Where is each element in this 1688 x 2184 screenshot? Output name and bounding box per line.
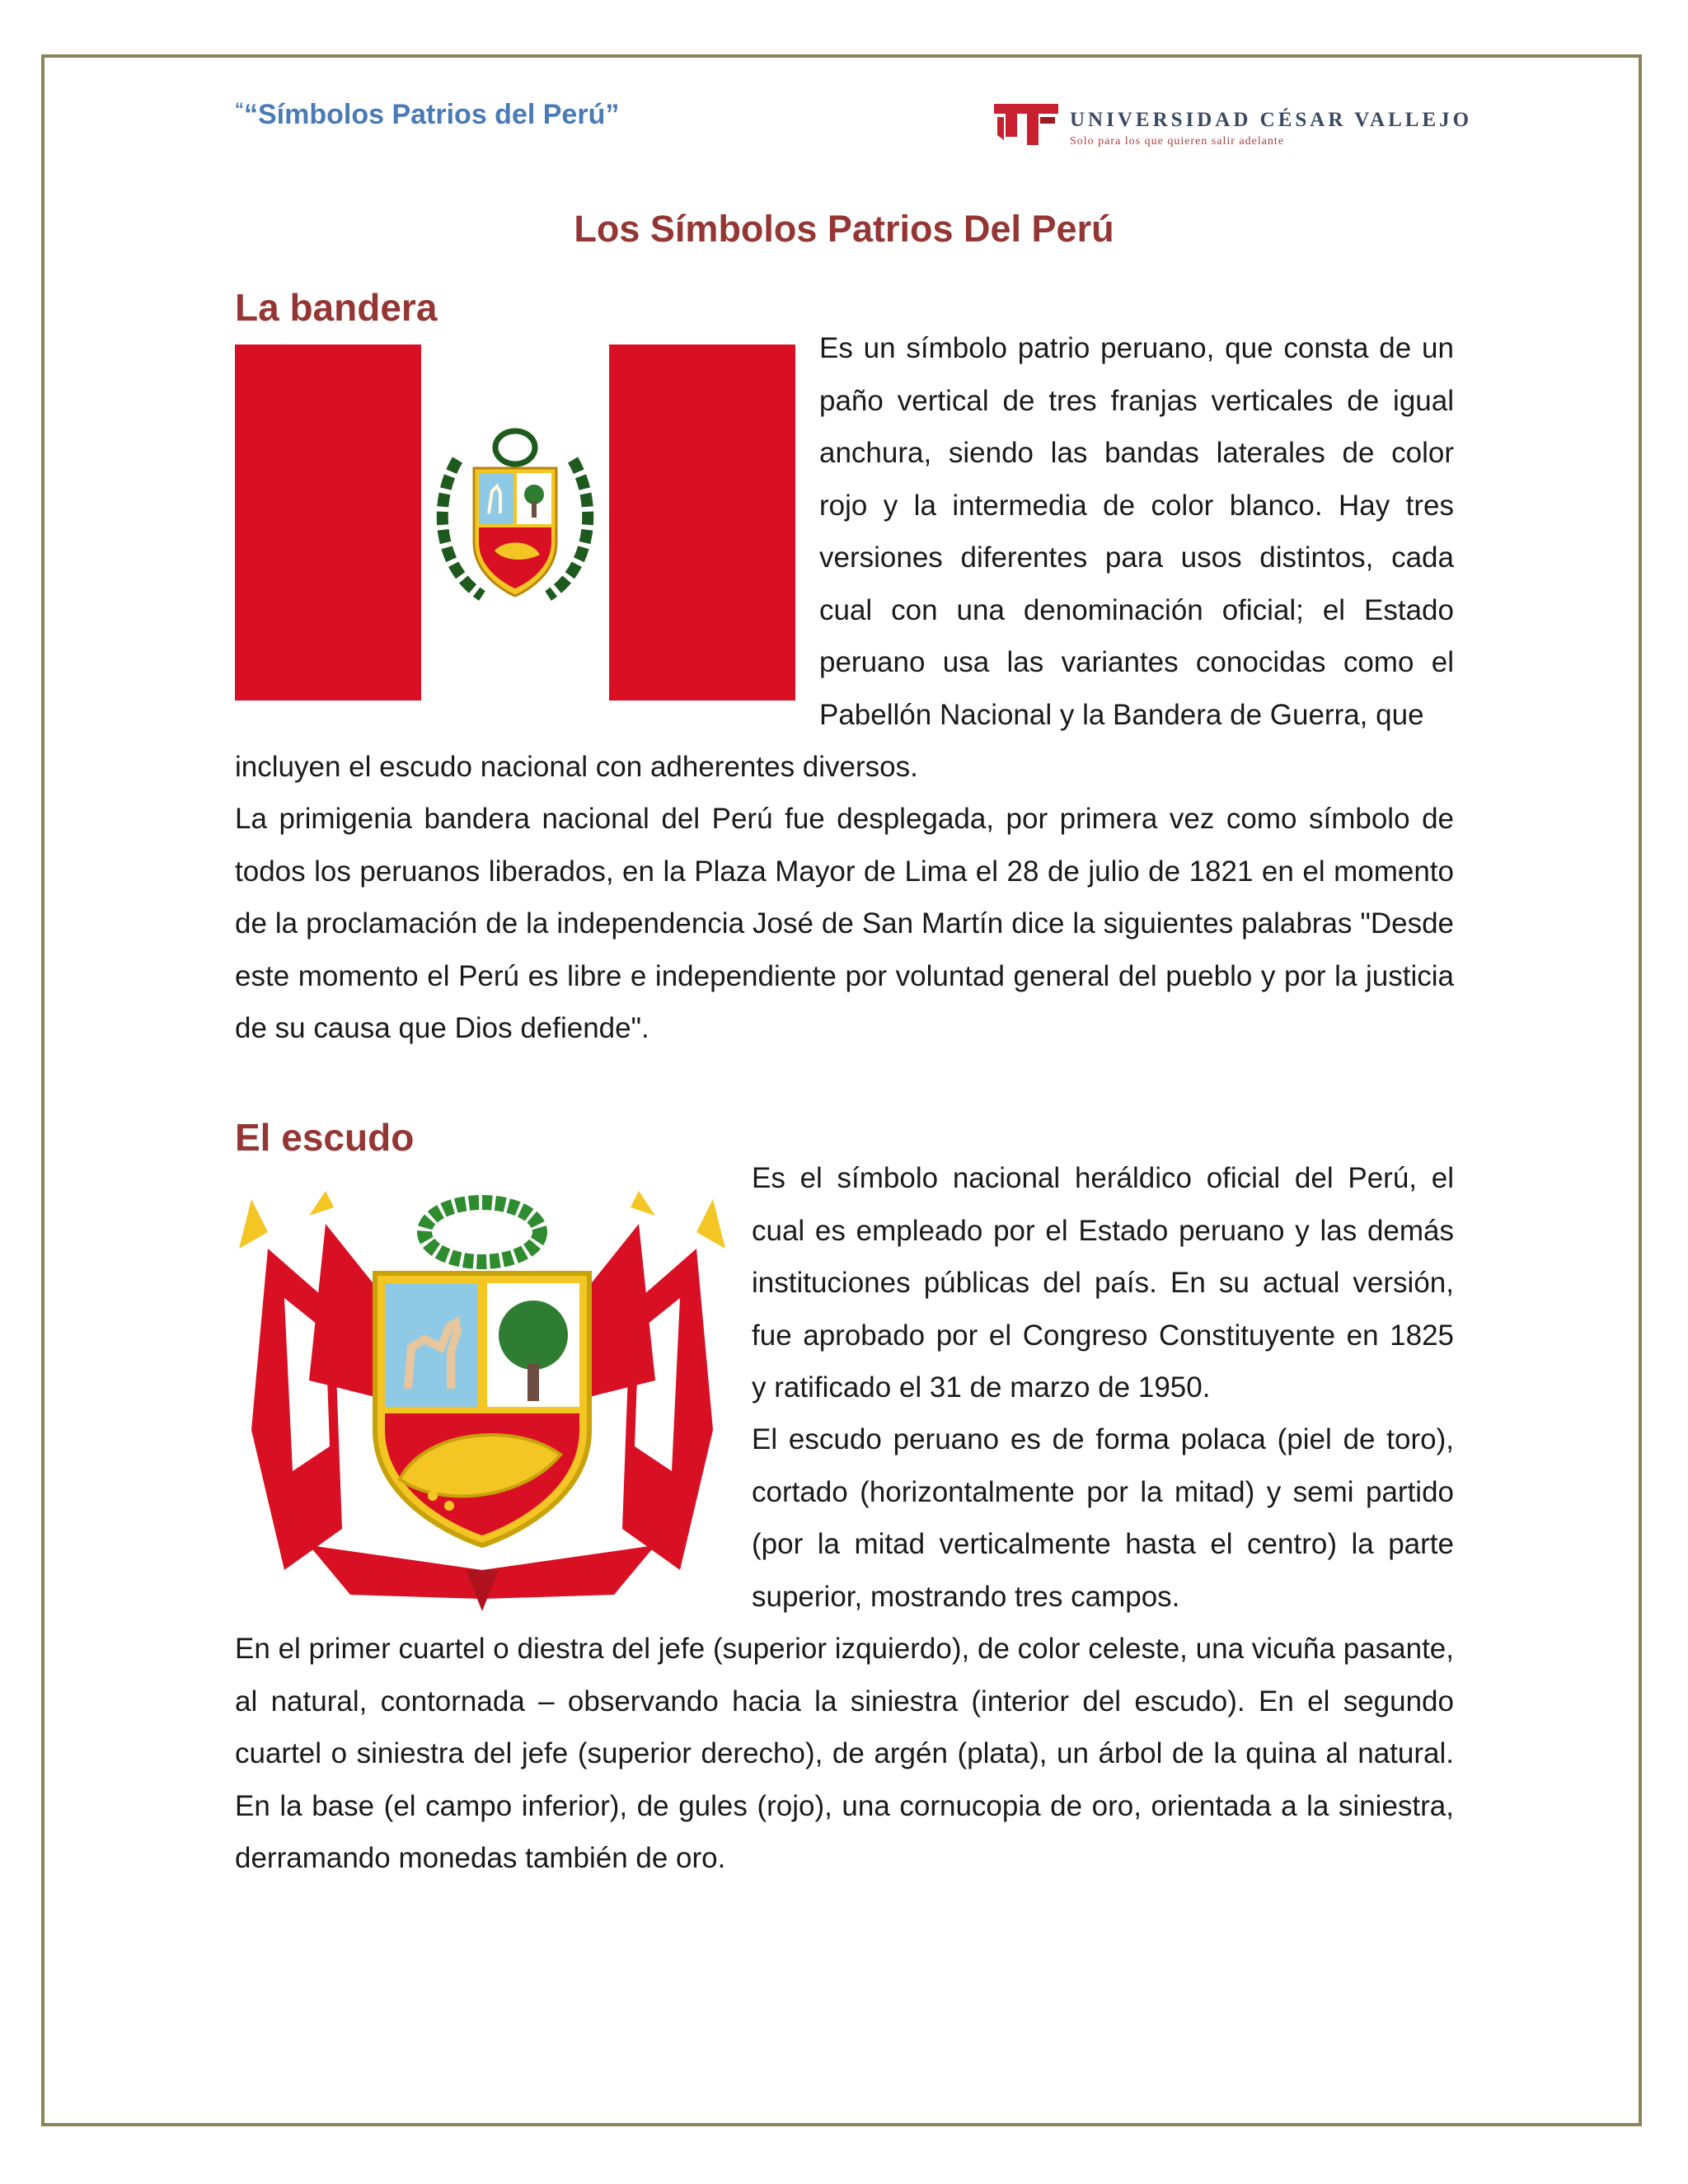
peru-flag-image: [235, 344, 795, 701]
university-logo-tagline: Solo para los que quieren salir adelante: [1070, 135, 1285, 148]
header-title-quote: “: [235, 99, 244, 120]
flag-history-paragraph: La primigenia bandera nacional del Perú fue desplegada, por primera vez como símbolo de todos los peruanos liberados, en la Plaza Mayor de Lima el 28 de julio de 1821 en el momento de la proclamación de la independencia José de San Martín dice la siguientes palabras "Desde este momento el Perú es libre e independiente por voluntad general del pueblo y por la justicia de su causa que Dios defiende".: [235, 803, 1454, 1044]
shield-description-wrap-1: Es el símbolo nacional heráldico oficial del Perú, el cual es empleado por el Estado peruano y las demás instituciones públicas del país. En su actual versión, fue aprobado por el Congreso Constituyente en 1825 y ratificado el 31 de marzo de 1950.: [752, 1162, 1454, 1404]
section-heading-flag: La bandera: [235, 286, 438, 329]
header-title-text: “Símbolos Patrios del Perú”: [244, 99, 620, 130]
header-title: [235, 99, 619, 131]
flag-description-continuation: incluyen el escudo nacional con adherentes diversos.: [235, 751, 918, 783]
university-logo: [992, 99, 1473, 157]
university-logo-mark-icon: [992, 99, 1062, 148]
shield-fields-paragraph: En el primer cuartel o diestra del jefe (superior izquierdo), de color celeste, una vicuña pasante, al natural, contornada – observando hacia la siniestra (interior del escudo). En el segundo cuartel o siniestra del jefe (superior derecho), de argén (plata), un árbol de la quina al natural. En la base (el campo inferior), de gules (rojo), una cornucopia de oro, orientada a la siniestra, derramando monedas también de oro.: [235, 1633, 1454, 1874]
flag-description-wrap: Es un símbolo patrio peruano, que consta de un paño vertical de tres franjas verticales de igual anchura, siendo las bandas laterales de color rojo y la intermedia de color blanco. Hay tres versiones diferentes para usos distintos, cada cual con una denominación oficial; el Estado peruano usa las variantes conocidas como el Pabellón Nacional y la Bandera de Guerra, que: [819, 332, 1454, 731]
document-title: Los Símbolos Patrios Del Perú: [574, 208, 1114, 250]
shield-description-wrap-2: El escudo peruano es de forma polaca (piel de toro), cortado (horizontalmente por la mitad) y semi partido (por la mitad verticalmente hasta el centro) la parte superior, mostrando tres campos.: [752, 1423, 1454, 1613]
university-logo-name: UNIVERSIDAD CÉSAR VALLEJO: [1070, 109, 1473, 131]
peru-coat-of-arms-image: [235, 1183, 729, 1611]
section-heading-shield: El escudo: [235, 1116, 415, 1159]
